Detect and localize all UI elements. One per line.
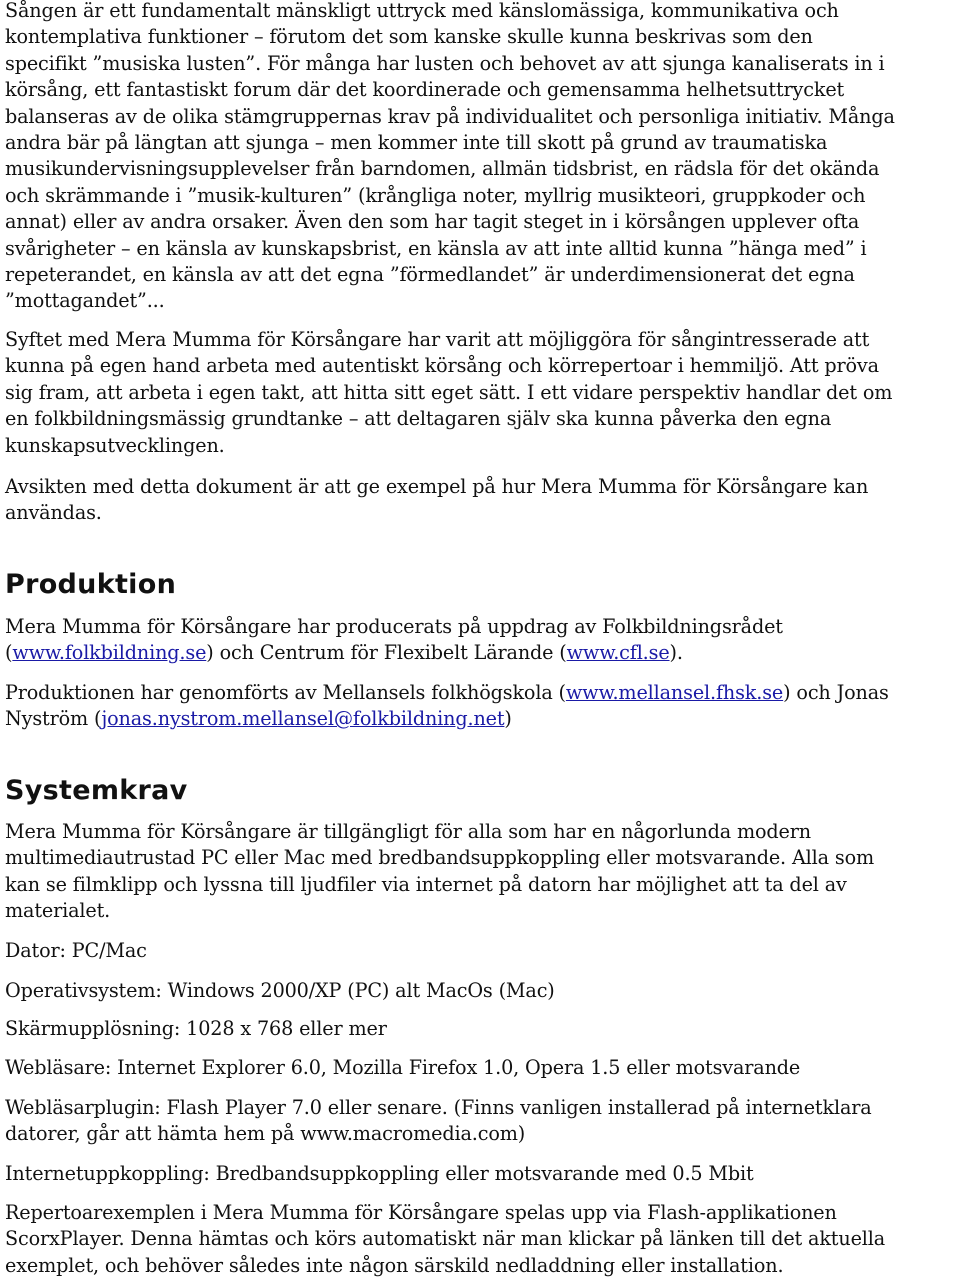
purpose-line: kunna på egen hand arbeta med autentiskt körsång och körrepertoar i hemmiljö. Att pröva bbox=[5, 354, 879, 378]
produktion-line bbox=[5, 706, 953, 732]
requirement-line: Webläsare: Internet Explorer 6.0, Mozilla Firefox 1.0, Opera 1.5 eller motsvarande bbox=[5, 1056, 801, 1079]
repertoar-paragraph bbox=[5, 1200, 953, 1279]
intro-line: musikundervisningsupplevelser från barndomen, allmän tidsbrist, en rädsla för det okända bbox=[5, 157, 880, 181]
intro-line: ”mottagandet”... bbox=[5, 289, 165, 313]
mellansel-link[interactable]: www.mellansel.fhsk.se bbox=[565, 681, 784, 704]
purpose-line: sig fram, att arbeta i egen takt, att hitta sitt eget sätt. I ett vidare perspektiv handlar det om bbox=[5, 380, 893, 404]
repertoar-line: exemplet, och behöver således inte någon särskild nedladdning eller installation. bbox=[5, 1253, 784, 1277]
systemkrav-intro bbox=[5, 819, 953, 925]
repertoar-line: Repertoarexemplen i Mera Mumma för Körsångare spelas upp via Flash-applikationen bbox=[5, 1201, 837, 1224]
text-fragment: Produktionen har genomförts av Mellansels folkhögskola ( bbox=[5, 681, 566, 704]
browser-requirement bbox=[5, 1055, 953, 1081]
cfl-link[interactable]: www.cfl.se bbox=[566, 641, 670, 665]
intro-line: kontemplativa funktioner – förutom det som kanske skulle kunna beskrivas som den bbox=[5, 25, 813, 49]
requirement-line: Skärmupplösning: 1028 x 768 eller mer bbox=[5, 1017, 387, 1040]
intro-line: specifikt ”musiska lusten”. För många har lusten och behovet av att sjunga kanaliserats in i bbox=[5, 51, 885, 75]
aim-line: Avsikten med detta dokument är att ge exempel på hur Mera Mumma för Körsångare kan bbox=[5, 475, 869, 498]
intro-line: annat) eller av andra orsaker. Även den som har tagit steget in i körsången upplever ofta bbox=[5, 210, 860, 234]
email-link[interactable]: jonas.nystrom.mellansel@folkbildning.net bbox=[101, 707, 505, 731]
intro-line: körsång, ett fantastiskt forum där det koordinerade och gemensamma helhetsuttrycket bbox=[5, 78, 845, 102]
intro-line: svårigheter – en känsla av kunskapsbrist, en känsla av att inte alltid kunna ”hänga med” i bbox=[5, 236, 867, 260]
aim-paragraph bbox=[5, 474, 953, 527]
systemkrav-line: materialet. bbox=[5, 899, 111, 923]
text-fragment: ). bbox=[669, 641, 683, 665]
text-fragment: ) och Centrum för Flexibelt Lärande ( bbox=[206, 641, 567, 665]
purpose-line: Syftet med Mera Mumma för Körsångare har varit att möjliggöra för sångintresserade att bbox=[5, 328, 870, 351]
purpose-line: kunskapsutvecklingen. bbox=[5, 433, 225, 457]
intro-line: repeterandet, en känsla av att det egna ”förmedlandet” är underdimensionerat det egna bbox=[5, 263, 855, 287]
text-fragment: ) bbox=[504, 707, 512, 731]
requirement-line: Internetuppkoppling: Bredbandsuppkoppling eller motsvarande med 0.5 Mbit bbox=[5, 1162, 754, 1185]
screen-requirement bbox=[5, 1016, 953, 1042]
purpose-line: en folkbildningsmässig grundtanke – att deltagaren själv ska kunna påverka den egna bbox=[5, 407, 832, 431]
intro-paragraph bbox=[5, 0, 953, 315]
intro-line: andra bär på längtan att sjunga – men kommer inte till skott på grund av traumatiska bbox=[5, 131, 828, 155]
requirement-line: datorer, går att hämta hem på www.macromedia.com) bbox=[5, 1122, 526, 1146]
dator-requirement bbox=[5, 938, 953, 964]
produktion-heading: Produktion bbox=[5, 569, 177, 600]
intro-line: balanseras av de olika stämgruppernas krav på individualitet och personliga initiativ. Många bbox=[5, 104, 895, 128]
produktion-paragraph-1 bbox=[5, 614, 953, 667]
systemkrav-line: kan se filmklipp och lyssna till ljudfiler via internet på datorn har möjlighet att ta del av bbox=[5, 872, 847, 896]
purpose-paragraph bbox=[5, 327, 953, 459]
requirement-line: Webläsarplugin: Flash Player 7.0 eller senare. (Finns vanligen installerad på internetklara bbox=[5, 1096, 872, 1119]
internet-requirement bbox=[5, 1161, 953, 1187]
text-fragment: ) och Jonas bbox=[783, 681, 889, 704]
systemkrav-line: Mera Mumma för Körsångare är tillgängligt för alla som har en någorlunda modern bbox=[5, 820, 811, 843]
produktion-paragraph-2 bbox=[5, 680, 953, 733]
intro-line: och skrämmande i ”musik-kulturen” (krångliga noter, myllrig musikteori, gruppkoder och bbox=[5, 183, 866, 207]
systemkrav-heading: Systemkrav bbox=[5, 775, 188, 806]
produktion-line bbox=[5, 680, 953, 706]
produktion-line bbox=[5, 640, 953, 666]
os-requirement bbox=[5, 978, 953, 1004]
intro-line: Sången är ett fundamentalt mänskligt uttryck med känslomässiga, kommunikativa och bbox=[5, 0, 839, 22]
repertoar-line: ScorxPlayer. Denna hämtas och körs automatiskt när man klickar på länken till det aktuella bbox=[5, 1227, 886, 1251]
folkbildning-link[interactable]: www.folkbildning.se bbox=[12, 641, 207, 665]
text-fragment: Nyström ( bbox=[5, 707, 102, 731]
requirement-line: Dator: PC/Mac bbox=[5, 939, 147, 962]
systemkrav-line: multimediautrustad PC eller Mac med bredbandsuppkoppling eller motsvarande. Alla som bbox=[5, 846, 875, 870]
text-fragment: ( bbox=[5, 641, 13, 665]
requirement-line: Operativsystem: Windows 2000/XP (PC) alt MacOs (Mac) bbox=[5, 979, 555, 1002]
produktion-line: Mera Mumma för Körsångare har producerats på uppdrag av Folkbildningsrådet bbox=[5, 615, 783, 638]
aim-line: användas. bbox=[5, 501, 102, 525]
plugin-requirement bbox=[5, 1095, 953, 1148]
